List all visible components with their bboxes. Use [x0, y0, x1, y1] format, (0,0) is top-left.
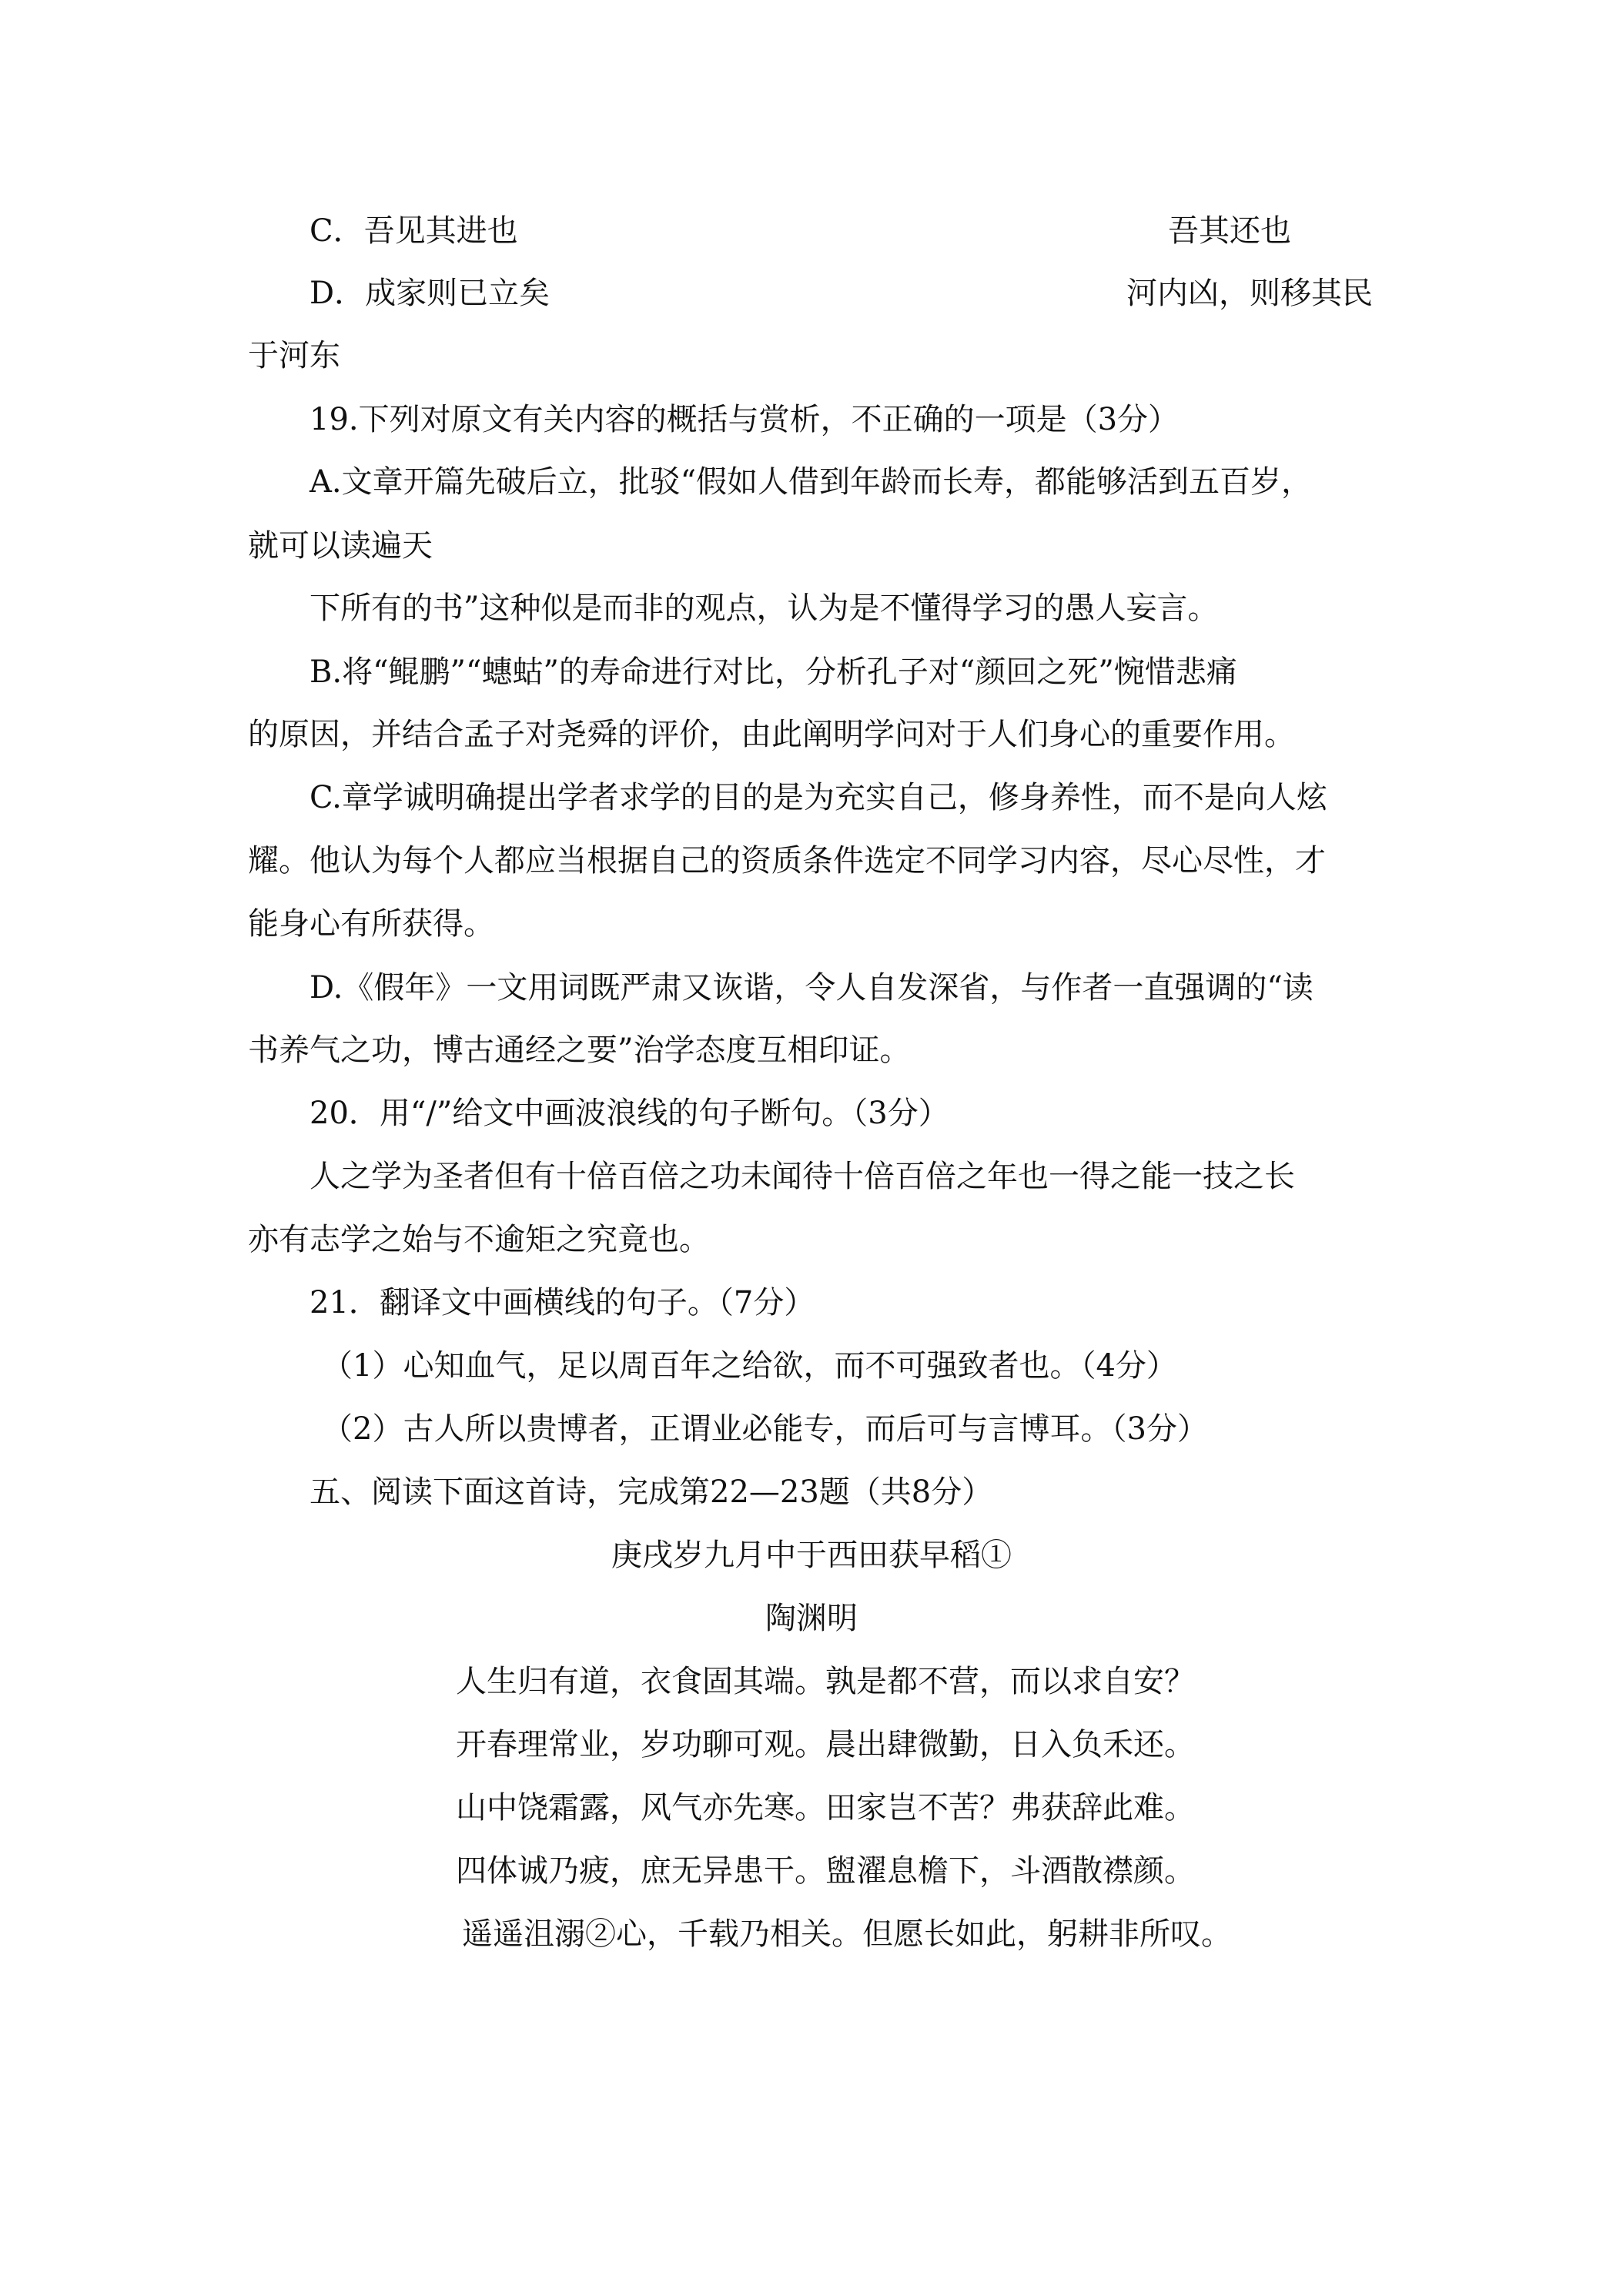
- poem-title: 庚戌岁九月中于西田获早稻①: [611, 1538, 1012, 1573]
- q19-option-a-line: 就可以读遍天: [248, 528, 433, 564]
- q19-option-d-line: 书养气之功，博古通经之要”治学态度互相印证。: [248, 1033, 911, 1068]
- option-d-right: 河内凶，则移其民: [1126, 276, 1373, 311]
- q19-option-a-line: A.文章开篇先破后立，批驳“假如人借到年龄而长寿，都能够活到五百岁，: [310, 464, 1313, 500]
- q19-option-c-line: 能身心有所获得。: [248, 906, 494, 942]
- q21-item: （2）古人所以贵博者，正谓业必能专，而后可与言博耳。（3分）: [322, 1411, 1208, 1447]
- option-d-left: D．成家则已立矣: [310, 276, 550, 311]
- q19-option-c-line: C.章学诚明确提出学者求学的目的是为充实自己，修身养性，而不是向人炫: [310, 780, 1327, 815]
- q20-passage-line: 人之学为圣者但有十倍百倍之功未闻待十倍百倍之年也一得之能一技之长: [310, 1159, 1295, 1194]
- poem-line: 山中饶霜露，风气亦先寒。田家岂不苦？弗获辞此难。: [456, 1790, 1195, 1826]
- question-20-stem: 20．用“/”给文中画波浪线的句子断句。（3分）: [310, 1096, 949, 1131]
- q19-option-b-line: B.将“鲲鹏”“蟪蛄”的寿命进行对比，分析孔子对“颜回之死”惋惜悲痛: [310, 654, 1237, 690]
- q19-option-c-line: 耀。他认为每个人都应当根据自己的资质条件选定不同学习内容，尽心尽性，才: [248, 843, 1326, 879]
- poem-line: 人生归有道，衣食固其端。孰是都不营，而以求自安？: [456, 1664, 1195, 1699]
- section-5-heading: 五、阅读下面这首诗，完成第22—23题（共8分）: [310, 1474, 993, 1510]
- poem-author: 陶渊明: [765, 1601, 858, 1636]
- poem-line: 四体诚乃疲，庶无异患干。盥濯息檐下，斗酒散襟颜。: [456, 1853, 1195, 1889]
- option-c-right: 吾其还也: [1168, 213, 1291, 249]
- poem-line: 开春理常业，岁功聊可观。晨出肆微勤，日入负禾还。: [456, 1727, 1195, 1762]
- q19-option-a-line: 下所有的书”这种似是而非的观点，认为是不懂得学习的愚人妄言。: [310, 591, 1219, 626]
- question-19-stem: 19.下列对原文有关内容的概括与赏析，不正确的一项是（3分）: [310, 402, 1180, 437]
- question-21-stem: 21．翻译文中画横线的句子。（7分）: [310, 1285, 815, 1320]
- q20-passage-line: 亦有志学之始与不逾矩之究竟也。: [248, 1222, 710, 1257]
- option-d-continuation: 于河东: [248, 338, 340, 373]
- q21-item: （1）心知血气，足以周百年之给欲，而不可强致者也。（4分）: [322, 1348, 1177, 1384]
- poem-line: 遥遥沮溺②心，千载乃相关。但愿长如此，躬耕非所叹。: [462, 1916, 1232, 1952]
- q19-option-d-line: D.《假年》一文用词既严肃又诙谐，令人自发深省，与作者一直强调的“读: [310, 970, 1313, 1006]
- q19-option-b-line: 的原因，并结合孟子对尧舜的评价，由此阐明学问对于人们身心的重要作用。: [248, 717, 1295, 752]
- option-c-left: C．吾见其进也: [310, 213, 518, 249]
